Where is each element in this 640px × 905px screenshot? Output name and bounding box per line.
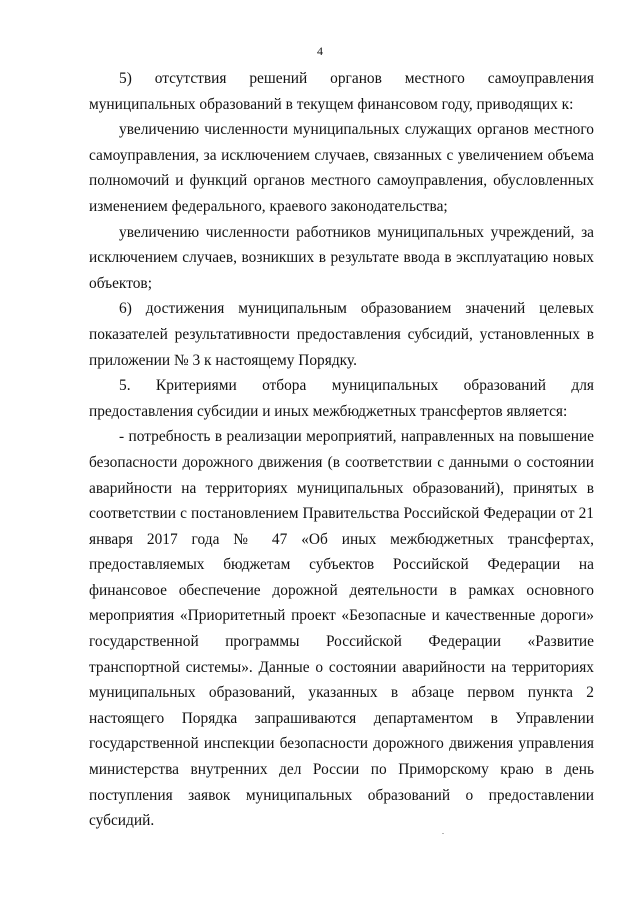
- page-number: 4: [317, 44, 323, 58]
- paragraph-institution-workers: увеличению численности работников муниципальных учреждений, за исключением случаев, возникших в результате ввода в эксплуатацию новых объектов;: [89, 223, 594, 292]
- paragraph-section-5-criteria: 5. Критериями отбора муниципальных образований для предоставления субсидии и иных межбюджетных трансфертов является:: [89, 377, 594, 420]
- scan-artifact: [442, 833, 444, 834]
- document-body: [89, 66, 594, 834]
- paragraph-municipal-employees: увеличению численности муниципальных служащих органов местного самоуправления, за исключением случаев, связанных с увеличением объема полномочий и функций органов местного самоуправления, обусловленных изменением федерального, краевого законодательства;: [89, 121, 594, 215]
- paragraph-item-5-condition: 5) отсутствия решений органов местного самоуправления муниципальных образований в текущем финансовом году, приводящих к:: [89, 70, 594, 113]
- paragraph-road-safety-need: - потребность в реализации мероприятий, направленных на повышение безопасности дорожного движения (в соответствии с данными о состоянии аварийности на территориях муниципальных образований), принятых в соответствии с постановлением Правительства Российской Федерации от 21 января 2017 года № 47 «Об иных межбюджетных трансфертах, предоставляемых бюджетам субъектов Российской Федерации на финансовое обеспечение дорожной деятельности в рамках основного мероприятия «Приоритетный проект «Безопасные и качественные дороги» государственной программы Российской Федерации «Развитие транспортной системы». Данные о состоянии аварийности на территориях муниципальных образований, указанных в абзаце первом пункта 2 настоящего Порядка запрашиваются департаментом в Управлении государственной инспекции безопасности дорожного движения управления министерства внутренних дел России по Приморскому краю в день поступления заявок муниципальных образований о предоставлении субсидий.: [89, 428, 594, 830]
- paragraph-item-6-targets: 6) достижения муниципальным образованием значений целевых показателей результативности предоставления субсидий, установленных в приложении № 3 к настоящему Порядку.: [89, 300, 594, 369]
